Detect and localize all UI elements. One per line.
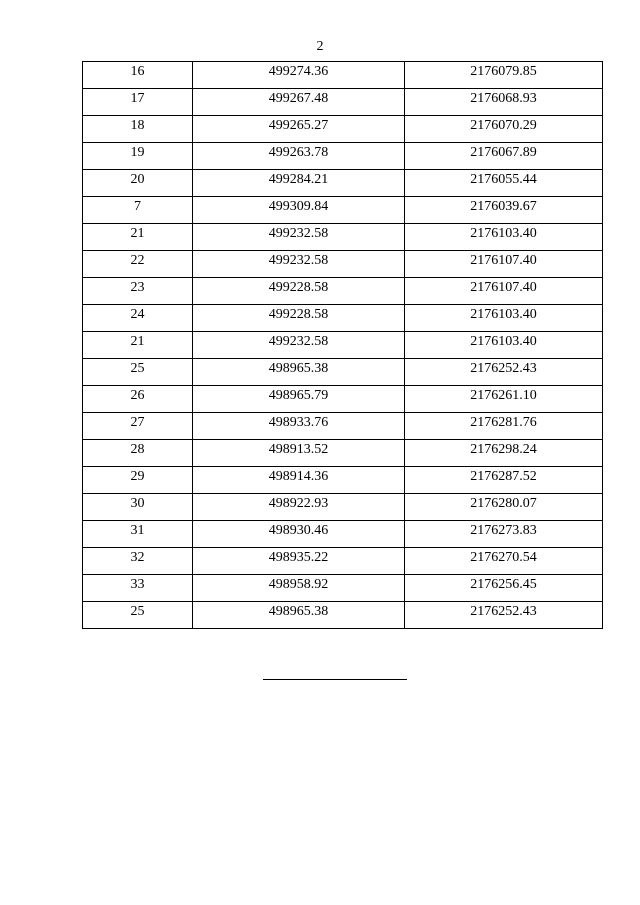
x-coordinate-cell: 499284.21 xyxy=(193,170,405,197)
table-row xyxy=(83,413,603,440)
table-row xyxy=(83,116,603,143)
point-number-cell: 23 xyxy=(83,278,193,305)
table-row xyxy=(83,197,603,224)
x-coordinate-cell: 498965.38 xyxy=(193,359,405,386)
y-coordinate-cell: 2176103.40 xyxy=(405,305,603,332)
x-coordinate-cell: 498913.52 xyxy=(193,440,405,467)
point-number-cell: 33 xyxy=(83,575,193,602)
table-row xyxy=(83,143,603,170)
x-coordinate-cell: 499232.58 xyxy=(193,332,405,359)
point-number-cell: 30 xyxy=(83,494,193,521)
table-row xyxy=(83,602,603,629)
x-coordinate-cell: 499228.58 xyxy=(193,305,405,332)
x-coordinate-cell: 498958.92 xyxy=(193,575,405,602)
y-coordinate-cell: 2176256.45 xyxy=(405,575,603,602)
x-coordinate-cell: 499232.58 xyxy=(193,224,405,251)
y-coordinate-cell: 2176261.10 xyxy=(405,386,603,413)
coordinates-table xyxy=(82,61,603,629)
point-number-cell: 20 xyxy=(83,170,193,197)
table-row xyxy=(83,170,603,197)
table-row xyxy=(83,575,603,602)
end-of-document-rule xyxy=(263,679,407,680)
point-number-cell: 24 xyxy=(83,305,193,332)
x-coordinate-cell: 499232.58 xyxy=(193,251,405,278)
x-coordinate-cell: 498965.38 xyxy=(193,602,405,629)
point-number-cell: 17 xyxy=(83,89,193,116)
point-number-cell: 29 xyxy=(83,467,193,494)
point-number-cell: 22 xyxy=(83,251,193,278)
table-row xyxy=(83,224,603,251)
table-row xyxy=(83,548,603,575)
table-row xyxy=(83,251,603,278)
point-number-cell: 28 xyxy=(83,440,193,467)
y-coordinate-cell: 2176079.85 xyxy=(405,62,603,89)
y-coordinate-cell: 2176252.43 xyxy=(405,602,603,629)
y-coordinate-cell: 2176281.76 xyxy=(405,413,603,440)
y-coordinate-cell: 2176055.44 xyxy=(405,170,603,197)
point-number-cell: 27 xyxy=(83,413,193,440)
y-coordinate-cell: 2176068.93 xyxy=(405,89,603,116)
y-coordinate-cell: 2176107.40 xyxy=(405,278,603,305)
y-coordinate-cell: 2176270.54 xyxy=(405,548,603,575)
point-number-cell: 19 xyxy=(83,143,193,170)
table-row xyxy=(83,332,603,359)
y-coordinate-cell: 2176067.89 xyxy=(405,143,603,170)
point-number-cell: 18 xyxy=(83,116,193,143)
x-coordinate-cell: 499267.48 xyxy=(193,89,405,116)
table-row xyxy=(83,89,603,116)
point-number-cell: 32 xyxy=(83,548,193,575)
point-number-cell: 25 xyxy=(83,602,193,629)
x-coordinate-cell: 499274.36 xyxy=(193,62,405,89)
point-number-cell: 26 xyxy=(83,386,193,413)
x-coordinate-cell: 499263.78 xyxy=(193,143,405,170)
table-row xyxy=(83,494,603,521)
coordinates-table-body xyxy=(83,62,603,629)
y-coordinate-cell: 2176273.83 xyxy=(405,521,603,548)
y-coordinate-cell: 2176103.40 xyxy=(405,224,603,251)
table-row xyxy=(83,386,603,413)
point-number-cell: 25 xyxy=(83,359,193,386)
table-row xyxy=(83,467,603,494)
point-number-cell: 7 xyxy=(83,197,193,224)
x-coordinate-cell: 498914.36 xyxy=(193,467,405,494)
y-coordinate-cell: 2176070.29 xyxy=(405,116,603,143)
point-number-cell: 16 xyxy=(83,62,193,89)
table-row xyxy=(83,521,603,548)
x-coordinate-cell: 499228.58 xyxy=(193,278,405,305)
table-row xyxy=(83,278,603,305)
x-coordinate-cell: 498922.93 xyxy=(193,494,405,521)
page-number: 2 xyxy=(316,39,324,54)
table-row xyxy=(83,440,603,467)
y-coordinate-cell: 2176252.43 xyxy=(405,359,603,386)
y-coordinate-cell: 2176103.40 xyxy=(405,332,603,359)
y-coordinate-cell: 2176298.24 xyxy=(405,440,603,467)
point-number-cell: 21 xyxy=(83,224,193,251)
x-coordinate-cell: 498933.76 xyxy=(193,413,405,440)
point-number-cell: 21 xyxy=(83,332,193,359)
y-coordinate-cell: 2176039.67 xyxy=(405,197,603,224)
table-row xyxy=(83,305,603,332)
x-coordinate-cell: 498935.22 xyxy=(193,548,405,575)
y-coordinate-cell: 2176287.52 xyxy=(405,467,603,494)
x-coordinate-cell: 498930.46 xyxy=(193,521,405,548)
x-coordinate-cell: 498965.79 xyxy=(193,386,405,413)
table-row xyxy=(83,359,603,386)
y-coordinate-cell: 2176280.07 xyxy=(405,494,603,521)
table-row xyxy=(83,62,603,89)
x-coordinate-cell: 499309.84 xyxy=(193,197,405,224)
point-number-cell: 31 xyxy=(83,521,193,548)
y-coordinate-cell: 2176107.40 xyxy=(405,251,603,278)
x-coordinate-cell: 499265.27 xyxy=(193,116,405,143)
